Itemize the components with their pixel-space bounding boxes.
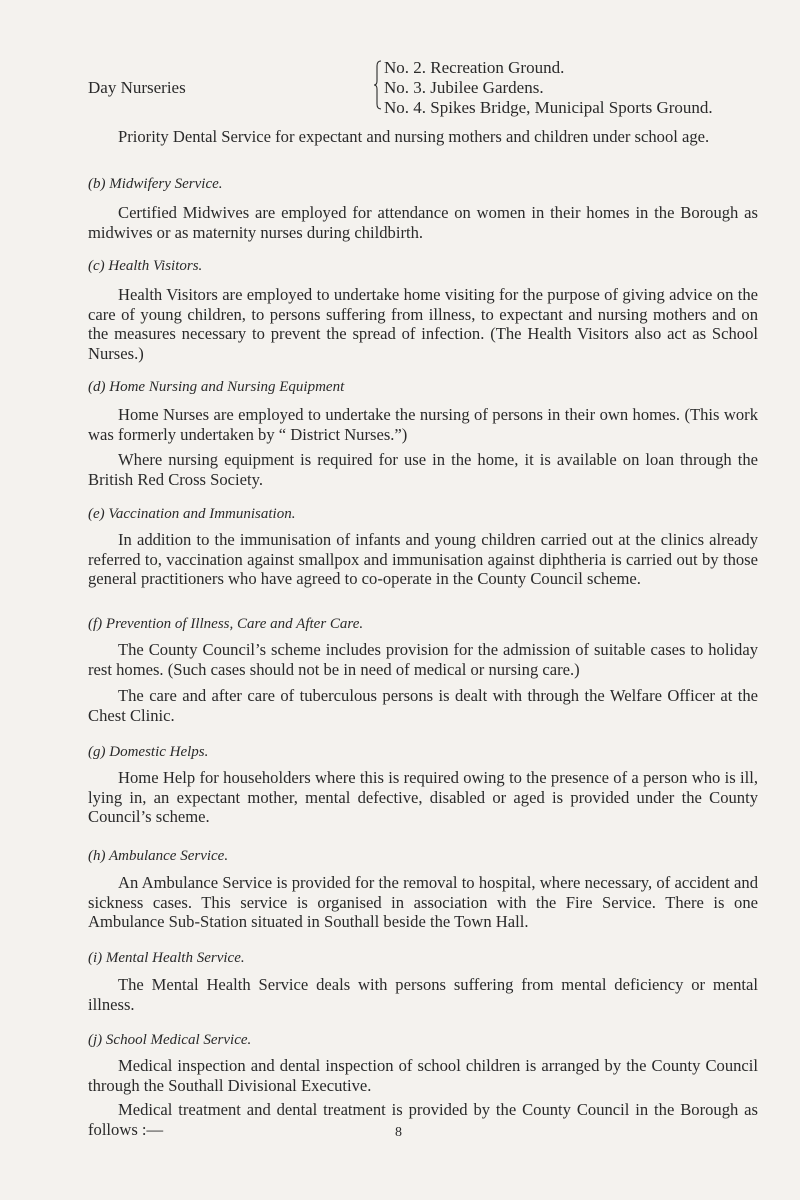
day-nurseries-label: Day Nurseries [88, 78, 186, 97]
section-b-paragraph: Certified Midwives are employed for attendance on women in their homes in the Borough as midwives or as maternity nurses during childbirth. [88, 203, 758, 242]
section-d-paragraph-2: Where nursing equipment is required for use in the home, it is available on loan through the British Red Cross Society. [88, 450, 758, 489]
brace-icon [374, 60, 382, 110]
page-number: 8 [395, 1125, 402, 1140]
section-e-paragraph: In addition to the immunisation of infants and young children carried out at the clinics already referred to, vaccination against smallpox and immunisation against diphtheria is carried out by those general practitioners who have agreed to co-operate in the County Council scheme. [88, 530, 758, 589]
section-c-paragraph: Health Visitors are employed to undertake home visiting for the purpose of giving advice on the care of young children, to persons suffering from illness, to expectant and nursing mothers and on the measures necessary to prevent the spread of infection. (The Health Visitors also act as School Nurses.) [88, 285, 758, 363]
section-heading-f: (f) Prevention of Illness, Care and After Care. [88, 616, 364, 632]
priority-dental-paragraph: Priority Dental Service for expectant and nursing mothers and children under school age. [118, 127, 710, 146]
day-nurseries-block [88, 58, 768, 118]
section-heading-e: (e) Vaccination and Immunisation. [88, 506, 296, 522]
section-heading-h: (h) Ambulance Service. [88, 848, 229, 864]
section-g-paragraph: Home Help for householders where this is required owing to the presence of a person who is ill, lying in, an expectant mother, mental defective, disabled or aged is provided under the County Council’s scheme. [88, 768, 758, 827]
section-d-paragraph-1: Home Nurses are employed to undertake the nursing of persons in their own homes. (This work was formerly undertaken by “ District Nurses.”) [88, 405, 758, 444]
section-heading-j: (j) School Medical Service. [88, 1032, 252, 1048]
section-j-paragraph-2: Medical treatment and dental treatment is provided by the County Council in the Borough as follows :— [88, 1100, 758, 1139]
section-heading-d: (d) Home Nursing and Nursing Equipment [88, 379, 345, 395]
section-heading-b: (b) Midwifery Service. [88, 176, 223, 192]
list-item: No. 4. Spikes Bridge, Municipal Sports Ground. [384, 98, 713, 117]
section-h-paragraph: An Ambulance Service is provided for the removal to hospital, where necessary, of accident and sickness cases. This service is organised in association with the Fire Service. There is one Ambulance Sub-Station situated in Southall beside the Town Hall. [88, 873, 758, 932]
section-i-paragraph: The Mental Health Service deals with persons suffering from mental deficiency or mental illness. [88, 975, 758, 1014]
section-f-paragraph-2: The care and after care of tuberculous persons is dealt with through the Welfare Officer at the Chest Clinic. [88, 686, 758, 725]
section-f-paragraph-1: The County Council’s scheme includes provision for the admission of suitable cases to holiday rest homes. (Such cases should not be in need of medical or nursing care.) [88, 640, 758, 679]
section-heading-g: (g) Domestic Helps. [88, 744, 209, 760]
section-j-paragraph-1: Medical inspection and dental inspection of school children is arranged by the County Council through the Southall Divisional Executive. [88, 1056, 758, 1095]
day-nurseries-list [384, 58, 713, 118]
list-item: No. 2. Recreation Ground. [384, 58, 565, 77]
section-heading-i: (i) Mental Health Service. [88, 950, 245, 966]
section-heading-c: (c) Health Visitors. [88, 258, 203, 274]
list-item: No. 3. Jubilee Gardens. [384, 78, 544, 97]
